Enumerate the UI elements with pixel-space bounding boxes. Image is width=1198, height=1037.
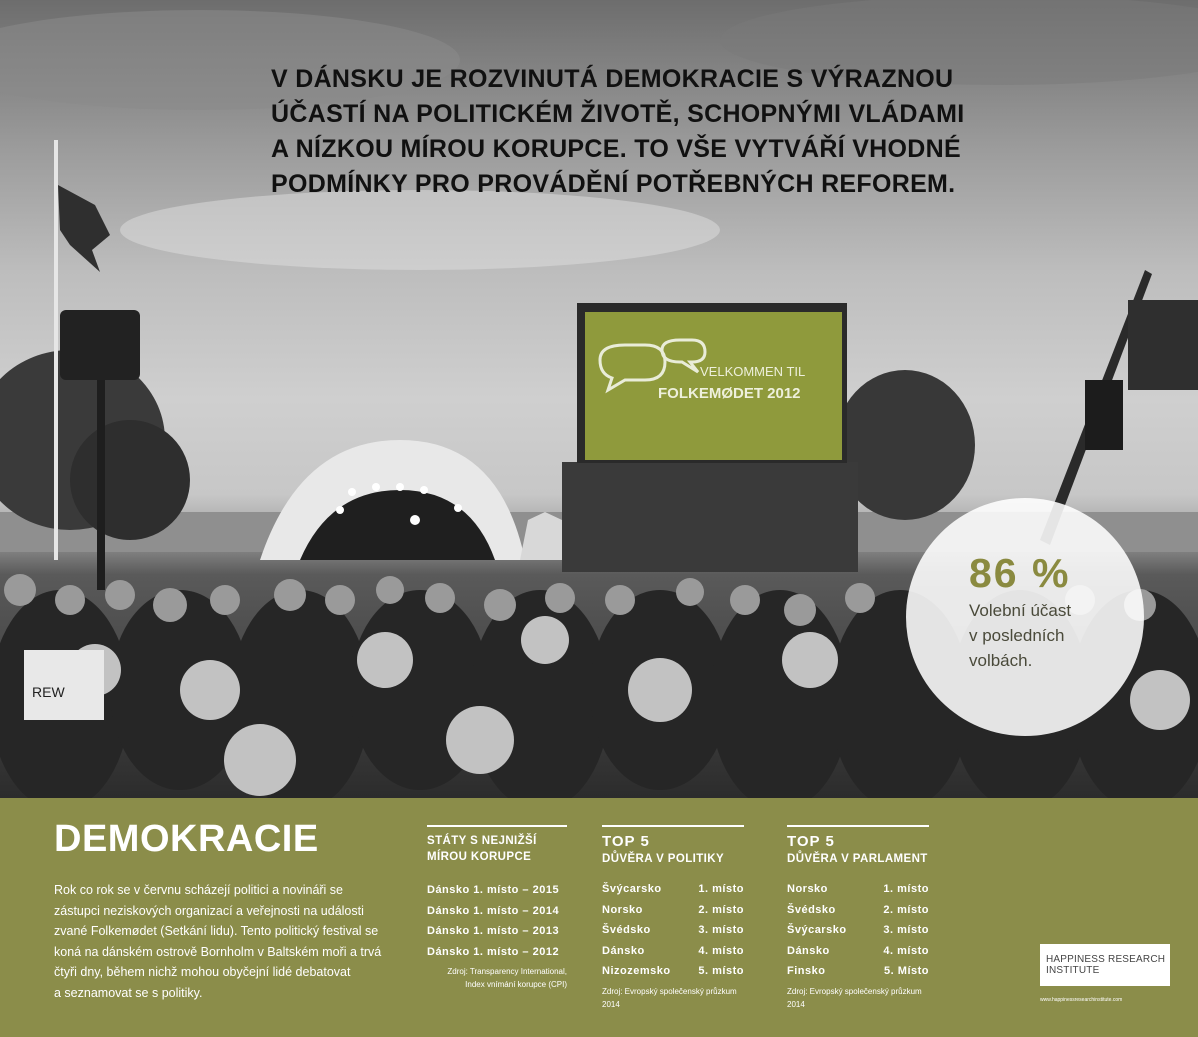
happiness-research-logo[interactable]	[1040, 944, 1170, 986]
column-rule	[427, 825, 567, 827]
column-rule	[787, 825, 929, 827]
list-item: Dánsko 1. místo – 2014	[427, 904, 560, 917]
rank: 3. místo	[698, 924, 744, 936]
rank: 3. místo	[883, 924, 929, 936]
description-line: zástupci neziskových organizací a veřejnosti na události	[54, 903, 364, 918]
turnout-label-line: volbách.	[969, 651, 1033, 670]
turnout-label	[969, 598, 1119, 673]
source-line: Index vnímání korupce (CPI)	[465, 980, 567, 989]
trust-parliament-list	[787, 879, 929, 982]
list-item	[602, 879, 744, 900]
list-item: Dánsko 1. místo – 2012	[427, 945, 560, 958]
description-line: čtyři dny, během nichž mohou obyčejní lidé debatovat	[54, 965, 351, 979]
country: Norsko	[602, 903, 643, 916]
corruption-list	[427, 880, 567, 962]
trust-politicians-list	[602, 879, 744, 982]
country: Švýcarsko	[602, 883, 662, 895]
description-line: zvané Folkemødet (Setkání lidu). Tento politický festival se	[54, 924, 379, 938]
headline	[271, 62, 1071, 202]
country: Švédsko	[602, 924, 651, 936]
rank: 5. místo	[698, 965, 744, 977]
rank: 4. místo	[883, 944, 929, 957]
description-line: Rok co rok se v červnu scházejí politici a novináři se	[54, 883, 344, 897]
shirt-text: REW	[32, 684, 65, 700]
rank: 5. Místo	[884, 965, 929, 977]
trust-politicians-column	[602, 825, 744, 1011]
turnout-label-line: Volební účast	[969, 601, 1072, 620]
corruption-title-line: STÁTY S NEJNIŽŠÍ	[427, 835, 537, 847]
trust-politicians-source: Zdroj: Evropský společenský průzkum 2014	[602, 986, 737, 1009]
headline-line: PODMÍNKY PRO PROVÁDĚNÍ POTŘEBNÝCH REFOREM.	[271, 170, 956, 198]
list-item	[602, 941, 744, 962]
rank: 2. místo	[698, 903, 744, 916]
description-line: koná na dánském ostrově Bornholm v Baltském moři a trvá	[54, 944, 382, 959]
list-item	[602, 900, 744, 921]
turnout-label-line: v posledních	[969, 626, 1065, 645]
logo-line-1: HAPPINESS RESEARCH	[1046, 954, 1166, 965]
trust-politicians-title-top: TOP 5	[602, 833, 650, 850]
screen-line-2: FOLKEMØDET 2012	[658, 385, 801, 402]
source-line: Zdroj: Transparency International,	[447, 967, 567, 976]
description-line: a seznamovat se s politiky.	[54, 985, 203, 1000]
country: Nizozemsko	[602, 965, 671, 977]
list-item	[787, 879, 929, 900]
list-item: Dánsko 1. místo – 2013	[427, 925, 560, 937]
section-title: DEMOKRACIE	[54, 818, 319, 860]
list-item	[787, 941, 929, 962]
logo-url[interactable]: www.happinessresearchinstitute.com	[1040, 997, 1123, 1003]
list-item	[602, 961, 744, 982]
rank: 1. místo	[698, 883, 744, 895]
info-band	[0, 798, 1198, 1037]
rank: 2. místo	[883, 903, 929, 916]
headline-line: V DÁNSKU JE ROZVINUTÁ DEMOKRACIE S VÝRAZNOU	[271, 65, 954, 93]
country: Švédsko	[787, 903, 836, 916]
corruption-title-line: MÍROU KORUPCE	[427, 851, 532, 863]
corruption-title	[427, 833, 567, 865]
turnout-value: 86 %	[969, 550, 1071, 596]
trust-parliament-title: DŮVĚRA V PARLAMENT	[787, 853, 928, 865]
list-item	[787, 900, 929, 921]
country: Finsko	[787, 965, 826, 977]
headline-line: ÚČASTÍ NA POLITICKÉM ŽIVOTĚ, SCHOPNÝMI VLÁDAMI	[271, 100, 965, 128]
rank: 4. místo	[698, 944, 744, 957]
column-rule	[602, 825, 744, 827]
screen-line-1: VELKOMMEN TIL	[700, 364, 806, 379]
rank: 1. místo	[883, 883, 929, 895]
logo-line-2: INSTITUTE	[1046, 965, 1100, 976]
headline-line: A NÍZKOU MÍROU KORUPCE. TO VŠE VYTVÁŘÍ VHODNÉ	[271, 135, 961, 163]
country: Dánsko	[787, 944, 830, 957]
country: Dánsko	[602, 944, 645, 957]
trust-politicians-title: DŮVĚRA V POLITIKY	[602, 853, 725, 865]
turnout-stat-circle	[906, 498, 1144, 736]
trust-parliament-title-top: TOP 5	[787, 833, 835, 850]
country: Norsko	[787, 883, 828, 895]
list-item	[602, 920, 744, 941]
section-description	[54, 880, 414, 1003]
corruption-column	[427, 825, 567, 991]
trust-parliament-source: Zdroj: Evropský společenský průzkum 2014	[787, 986, 922, 1009]
country: Švýcarsko	[787, 924, 847, 936]
list-item	[787, 920, 929, 941]
list-item	[787, 961, 929, 982]
corruption-source	[427, 965, 567, 991]
list-item: Dánsko 1. místo – 2015	[427, 884, 560, 896]
trust-parliament-column	[787, 825, 929, 1011]
